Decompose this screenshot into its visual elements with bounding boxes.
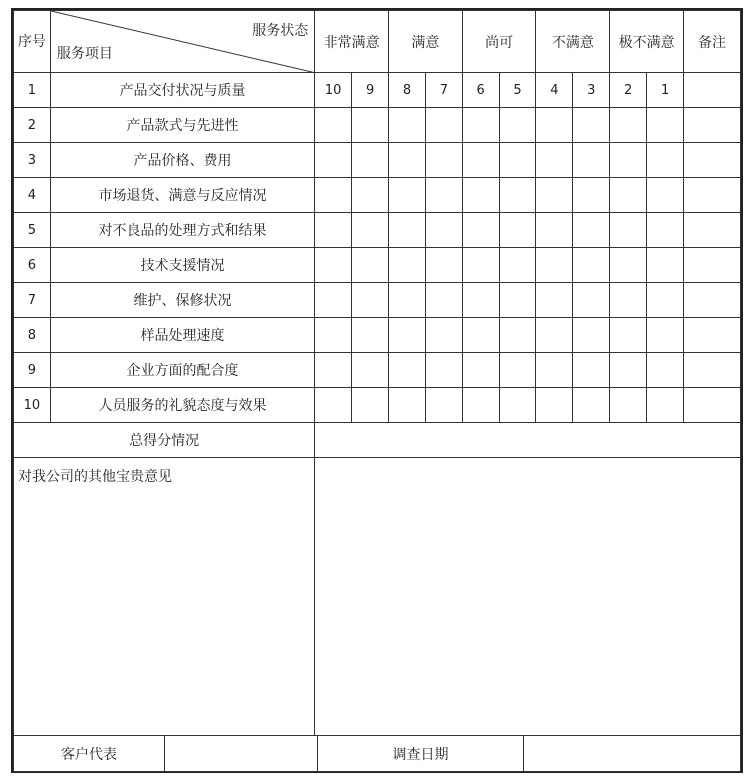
score-cell[interactable] [573, 388, 610, 423]
score-cell[interactable] [352, 283, 389, 318]
customer-rep-field[interactable] [165, 736, 318, 771]
remark-cell[interactable] [684, 178, 741, 213]
score-label: 5 [499, 73, 536, 108]
score-cell[interactable] [389, 108, 426, 143]
score-cell[interactable] [315, 213, 352, 248]
score-cell[interactable] [462, 248, 499, 283]
remark-cell[interactable] [684, 248, 741, 283]
group-header-satisfied: 满意 [389, 11, 463, 73]
score-cell[interactable] [425, 318, 462, 353]
table-row [14, 353, 741, 388]
score-cell[interactable] [389, 353, 426, 388]
score-cell[interactable] [647, 318, 684, 353]
score-cell[interactable] [389, 283, 426, 318]
row-number: 7 [14, 283, 51, 318]
score-cell[interactable] [499, 143, 536, 178]
score-cell[interactable] [610, 388, 647, 423]
remark-cell[interactable] [684, 143, 741, 178]
survey-table [13, 10, 741, 772]
total-row [14, 423, 741, 458]
remark-cell[interactable] [684, 108, 741, 143]
score-cell[interactable] [610, 283, 647, 318]
service-item: 样品处理速度 [50, 318, 314, 353]
table-row [14, 143, 741, 178]
score-cell[interactable] [647, 353, 684, 388]
score-cell[interactable] [499, 108, 536, 143]
score-cell[interactable] [352, 108, 389, 143]
group-header-dissatisfied: 不满意 [536, 11, 610, 73]
row-number: 3 [14, 143, 51, 178]
table-row [14, 283, 741, 318]
score-cell[interactable] [573, 108, 610, 143]
survey-date-label: 调查日期 [318, 736, 524, 771]
score-cell[interactable] [352, 318, 389, 353]
score-cell[interactable] [573, 318, 610, 353]
score-cell[interactable] [499, 248, 536, 283]
table-row [14, 213, 741, 248]
score-cell[interactable] [352, 388, 389, 423]
score-cell[interactable] [425, 388, 462, 423]
score-cell[interactable] [610, 318, 647, 353]
score-cell[interactable] [352, 353, 389, 388]
opinion-label: 对我公司的其他宝贵意见 [14, 458, 315, 736]
remark-header: 备注 [684, 11, 741, 73]
score-cell[interactable] [352, 248, 389, 283]
score-cell[interactable] [425, 178, 462, 213]
group-header-acceptable: 尚可 [462, 11, 536, 73]
score-cell[interactable] [352, 178, 389, 213]
score-cell[interactable] [462, 388, 499, 423]
table-row [14, 108, 741, 143]
score-cell[interactable] [315, 248, 352, 283]
score-cell[interactable] [315, 178, 352, 213]
score-cell[interactable] [462, 178, 499, 213]
score-cell[interactable] [536, 283, 573, 318]
index-header: 序号 [14, 11, 51, 73]
score-cell[interactable] [610, 178, 647, 213]
score-cell[interactable] [425, 108, 462, 143]
satisfaction-survey-form [11, 8, 743, 773]
score-cell[interactable] [462, 283, 499, 318]
score-cell[interactable] [536, 318, 573, 353]
service-item: 市场退货、满意与反应情况 [50, 178, 314, 213]
table-row [14, 318, 741, 353]
score-cell[interactable] [315, 353, 352, 388]
score-cell[interactable] [499, 353, 536, 388]
remark-cell[interactable] [684, 353, 741, 388]
score-cell[interactable] [315, 108, 352, 143]
row-number: 1 [14, 73, 51, 108]
opinion-input-cell[interactable] [315, 458, 741, 736]
remark-cell[interactable] [684, 388, 741, 423]
score-label: 3 [573, 73, 610, 108]
row-number: 9 [14, 353, 51, 388]
score-cell[interactable] [462, 213, 499, 248]
score-cell[interactable] [610, 213, 647, 248]
score-cell[interactable] [536, 388, 573, 423]
score-cell[interactable] [499, 178, 536, 213]
score-label: 1 [647, 73, 684, 108]
score-label: 2 [610, 73, 647, 108]
row-number: 6 [14, 248, 51, 283]
row-number: 10 [14, 388, 51, 423]
service-item-label: 服务项目 [56, 46, 113, 62]
score-cell[interactable] [389, 388, 426, 423]
score-cell[interactable] [573, 248, 610, 283]
score-cell[interactable] [499, 213, 536, 248]
total-label: 总得分情况 [14, 423, 315, 458]
score-cell[interactable] [425, 248, 462, 283]
score-cell[interactable] [647, 283, 684, 318]
score-cell[interactable] [536, 353, 573, 388]
service-item: 产品价格、费用 [50, 143, 314, 178]
service-item: 产品款式与先进性 [50, 108, 314, 143]
group-header-very-satisfied: 非常满意 [315, 11, 389, 73]
service-status-label: 服务状态 [252, 23, 309, 39]
score-cell[interactable] [315, 283, 352, 318]
score-label: 4 [536, 73, 573, 108]
score-cell[interactable] [352, 213, 389, 248]
table-row [14, 388, 741, 423]
service-item: 维护、保修状况 [50, 283, 314, 318]
score-cell[interactable] [536, 143, 573, 178]
customer-rep-label: 客户代表 [14, 736, 165, 771]
score-cell[interactable] [610, 143, 647, 178]
score-cell[interactable] [389, 143, 426, 178]
score-cell[interactable] [462, 353, 499, 388]
service-item: 对不良品的处理方式和结果 [50, 213, 314, 248]
score-cell[interactable] [462, 108, 499, 143]
score-label: 10 [315, 73, 352, 108]
score-cell[interactable] [647, 178, 684, 213]
score-cell[interactable] [462, 143, 499, 178]
score-label: 9 [352, 73, 389, 108]
score-cell[interactable] [536, 178, 573, 213]
score-label: 6 [462, 73, 499, 108]
score-cell[interactable] [610, 248, 647, 283]
service-item: 技术支援情况 [50, 248, 314, 283]
score-cell[interactable] [647, 143, 684, 178]
score-cell[interactable] [352, 143, 389, 178]
score-cell[interactable] [425, 213, 462, 248]
footer-row [14, 736, 741, 772]
total-value-cell[interactable] [315, 423, 741, 458]
group-header-very-dissatisfied: 极不满意 [610, 11, 684, 73]
score-cell[interactable] [610, 353, 647, 388]
footer-table [14, 736, 740, 771]
remark-cell[interactable] [684, 213, 741, 248]
score-cell[interactable] [573, 283, 610, 318]
score-cell[interactable] [647, 108, 684, 143]
score-cell[interactable] [315, 143, 352, 178]
table-row [14, 248, 741, 283]
score-cell[interactable] [499, 283, 536, 318]
score-cell[interactable] [425, 283, 462, 318]
header-row [14, 11, 741, 73]
remark-cell[interactable] [684, 283, 741, 318]
score-cell[interactable] [389, 248, 426, 283]
score-cell[interactable] [573, 353, 610, 388]
score-cell[interactable] [315, 388, 352, 423]
row-number: 5 [14, 213, 51, 248]
score-cell[interactable] [610, 108, 647, 143]
row-number: 2 [14, 108, 51, 143]
survey-date-field[interactable] [524, 736, 741, 771]
footer-cell [14, 736, 741, 772]
score-cell[interactable] [499, 388, 536, 423]
score-cell[interactable] [536, 248, 573, 283]
score-cell[interactable] [389, 318, 426, 353]
service-item: 产品交付状况与质量 [50, 73, 314, 108]
score-cell[interactable] [425, 353, 462, 388]
table-row [14, 178, 741, 213]
score-cell[interactable] [573, 178, 610, 213]
table-row [14, 73, 741, 108]
score-cell[interactable] [573, 143, 610, 178]
row-number: 8 [14, 318, 51, 353]
score-cell[interactable] [647, 213, 684, 248]
score-cell[interactable] [462, 318, 499, 353]
remark-cell[interactable] [684, 73, 741, 108]
score-cell[interactable] [536, 108, 573, 143]
score-cell[interactable] [647, 388, 684, 423]
score-label: 8 [389, 73, 426, 108]
score-cell[interactable] [315, 318, 352, 353]
score-cell[interactable] [647, 248, 684, 283]
service-item: 人员服务的礼貌态度与效果 [50, 388, 314, 423]
diagonal-header-cell [50, 11, 314, 73]
score-cell[interactable] [389, 178, 426, 213]
score-cell[interactable] [425, 143, 462, 178]
remark-cell[interactable] [684, 318, 741, 353]
opinion-row [14, 458, 741, 736]
row-number: 4 [14, 178, 51, 213]
service-item: 企业方面的配合度 [50, 353, 314, 388]
score-cell[interactable] [389, 213, 426, 248]
score-cell[interactable] [499, 318, 536, 353]
score-cell[interactable] [536, 213, 573, 248]
score-cell[interactable] [573, 213, 610, 248]
score-label: 7 [425, 73, 462, 108]
